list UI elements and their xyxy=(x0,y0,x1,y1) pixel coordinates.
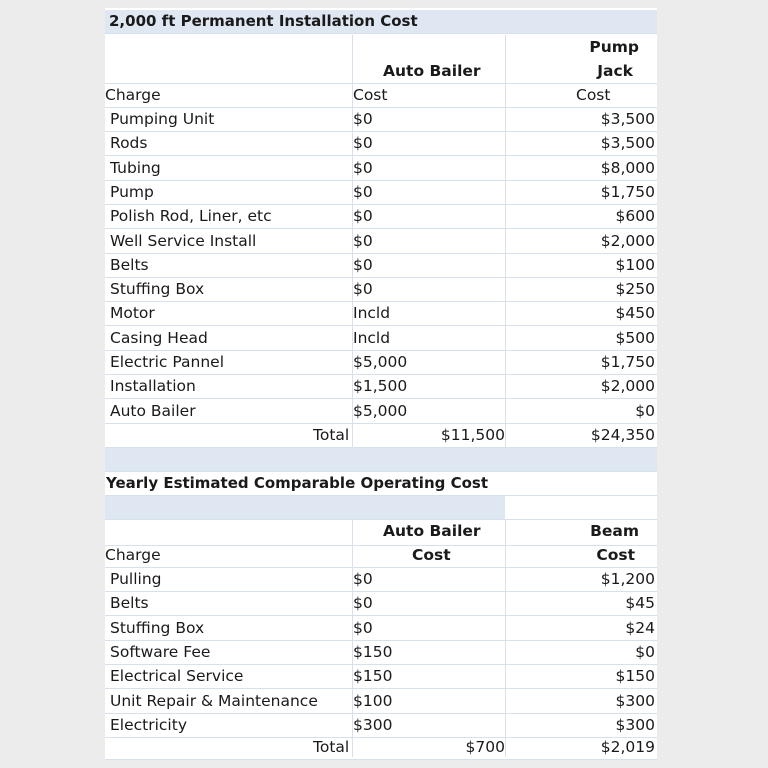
table1-charge: Rods xyxy=(110,134,148,153)
table2-beam-cost: $24 xyxy=(625,618,655,637)
table1-charge: Polish Rod, Liner, etc xyxy=(110,207,272,226)
table-row xyxy=(105,278,657,302)
table1-auto-cost: $0 xyxy=(353,158,373,177)
table1-title-row xyxy=(105,10,657,34)
table1-charge: Pump xyxy=(110,182,154,201)
table-row xyxy=(105,157,657,181)
table2-beam-cost: $300 xyxy=(615,691,655,710)
table1-total-pump: $24,350 xyxy=(590,426,655,444)
table1-auto-cost: $1,500 xyxy=(353,377,408,396)
table-row xyxy=(105,302,657,326)
table2-charge: Software Fee xyxy=(110,642,211,661)
table2-header-beam-cost: Cost xyxy=(596,546,635,564)
table1-pump-cost: $8,000 xyxy=(600,158,655,177)
table2-header-beam: Beam xyxy=(590,522,639,540)
table1-pump-cost: $3,500 xyxy=(600,110,655,128)
table1-auto-cost: $0 xyxy=(353,182,373,201)
table1-pump-cost: $3,500 xyxy=(600,134,655,153)
table2-auto-cost: $0 xyxy=(353,570,373,588)
table-row xyxy=(105,351,657,375)
spacer-row xyxy=(105,448,657,472)
table-row xyxy=(105,568,657,592)
table2-auto-cost: $0 xyxy=(353,618,373,637)
table2-beam-cost: $150 xyxy=(615,667,655,686)
table1-pump-cost: $2,000 xyxy=(600,231,655,250)
table2-beam-cost: $1,200 xyxy=(600,570,655,588)
table1-total-auto: $11,500 xyxy=(440,426,505,444)
table1-auto-cost: $0 xyxy=(353,255,373,274)
table1-pump-cost: $600 xyxy=(615,207,655,226)
table-row xyxy=(105,714,657,738)
table2-column-header-row xyxy=(105,544,657,568)
table1-pump-cost: $2,000 xyxy=(600,377,655,396)
table1-col-charge: Charge xyxy=(105,86,161,104)
table1-charge: Auto Bailer xyxy=(110,401,196,420)
table1-charge: Casing Head xyxy=(110,328,208,347)
table1-pump-cost: $0 xyxy=(635,401,655,420)
table-row xyxy=(105,617,657,641)
table1-charge: Well Service Install xyxy=(110,231,257,250)
table2-header-row xyxy=(105,520,657,546)
table2-auto-cost: $100 xyxy=(353,691,393,710)
table2-auto-cost: $150 xyxy=(353,667,393,686)
table-row xyxy=(105,205,657,229)
table1-header-pump-line1: Pump xyxy=(589,38,639,56)
table1-auto-cost: $0 xyxy=(353,134,373,153)
table2-charge: Electrical Service xyxy=(110,667,244,686)
table1-header-row xyxy=(105,34,657,84)
table1-auto-cost: $5,000 xyxy=(353,401,408,420)
table-row xyxy=(105,132,657,156)
table1-title: 2,000 ft Permanent Installation Cost xyxy=(109,12,418,30)
table1-auto-cost: $0 xyxy=(353,110,373,128)
table1-total-row xyxy=(105,424,657,448)
table2-charge: Electricity xyxy=(110,715,187,734)
table-row xyxy=(105,641,657,665)
table1-charge: Belts xyxy=(110,255,149,274)
table2-auto-cost: $150 xyxy=(353,642,393,661)
table-row xyxy=(105,400,657,424)
table2-total-row xyxy=(105,736,657,760)
table2-charge: Belts xyxy=(110,594,149,613)
table2-charge: Unit Repair & Maintenance xyxy=(110,691,318,710)
table1-col-cost-auto: Cost xyxy=(353,86,388,104)
table1-header-auto-bailer: Auto Bailer xyxy=(383,62,481,80)
table1-pump-cost: $500 xyxy=(615,328,655,347)
table1-auto-cost: $0 xyxy=(353,231,373,250)
table2-spacer-row xyxy=(105,496,657,520)
table1-charge: Stuffing Box xyxy=(110,280,205,299)
table1-auto-cost: Incld xyxy=(353,328,391,347)
table1-charge: Electric Pannel xyxy=(110,353,225,371)
table2-beam-cost: $45 xyxy=(625,594,655,613)
table2-total-auto: $700 xyxy=(465,738,505,756)
table2-title: Yearly Estimated Comparable Operating Cost xyxy=(106,474,489,492)
table-row xyxy=(105,254,657,278)
table1-total-label: Total xyxy=(313,426,350,444)
table-row xyxy=(105,665,657,689)
table-row xyxy=(105,108,657,132)
table-row xyxy=(105,375,657,399)
table-row xyxy=(105,327,657,351)
table2-beam-cost: $300 xyxy=(615,715,655,734)
table1-charge: Motor xyxy=(110,304,155,323)
table2-total-beam: $2,019 xyxy=(600,738,655,756)
table1-charge: Installation xyxy=(110,377,196,396)
table1-header-pump-line2: Jack xyxy=(597,62,633,80)
table2-header-auto-cost: Cost xyxy=(412,546,451,564)
table1-auto-cost: $0 xyxy=(353,207,373,226)
table1-charge: Pumping Unit xyxy=(110,110,215,128)
table2-total-label: Total xyxy=(313,738,350,756)
table2-beam-cost: $0 xyxy=(635,642,655,661)
table1-pump-cost: $1,750 xyxy=(600,353,655,371)
table2-charge: Stuffing Box xyxy=(110,618,205,637)
table1-col-cost-pump: Cost xyxy=(576,86,611,104)
table1-pump-cost: $250 xyxy=(615,280,655,299)
table1-auto-cost: $5,000 xyxy=(353,353,408,371)
table-row xyxy=(105,592,657,616)
table1-column-header-row xyxy=(105,84,657,108)
table2-auto-cost: $0 xyxy=(353,594,373,613)
table1-pump-cost: $100 xyxy=(615,255,655,274)
table-row xyxy=(105,181,657,205)
table1-pump-cost: $1,750 xyxy=(600,182,655,201)
table-row xyxy=(105,690,657,714)
table1-auto-cost: $0 xyxy=(353,280,373,299)
table2-header-auto-bailer: Auto Bailer xyxy=(383,522,481,540)
cost-comparison-sheet xyxy=(105,8,657,760)
table-row xyxy=(105,230,657,254)
table1-auto-cost: Incld xyxy=(353,304,391,323)
table1-charge: Tubing xyxy=(110,158,161,177)
table2-auto-cost: $300 xyxy=(353,715,393,734)
table2-charge: Pulling xyxy=(110,570,162,588)
table2-title-row xyxy=(105,472,657,496)
table2-col-charge: Charge xyxy=(105,546,161,564)
table1-pump-cost: $450 xyxy=(615,304,655,323)
